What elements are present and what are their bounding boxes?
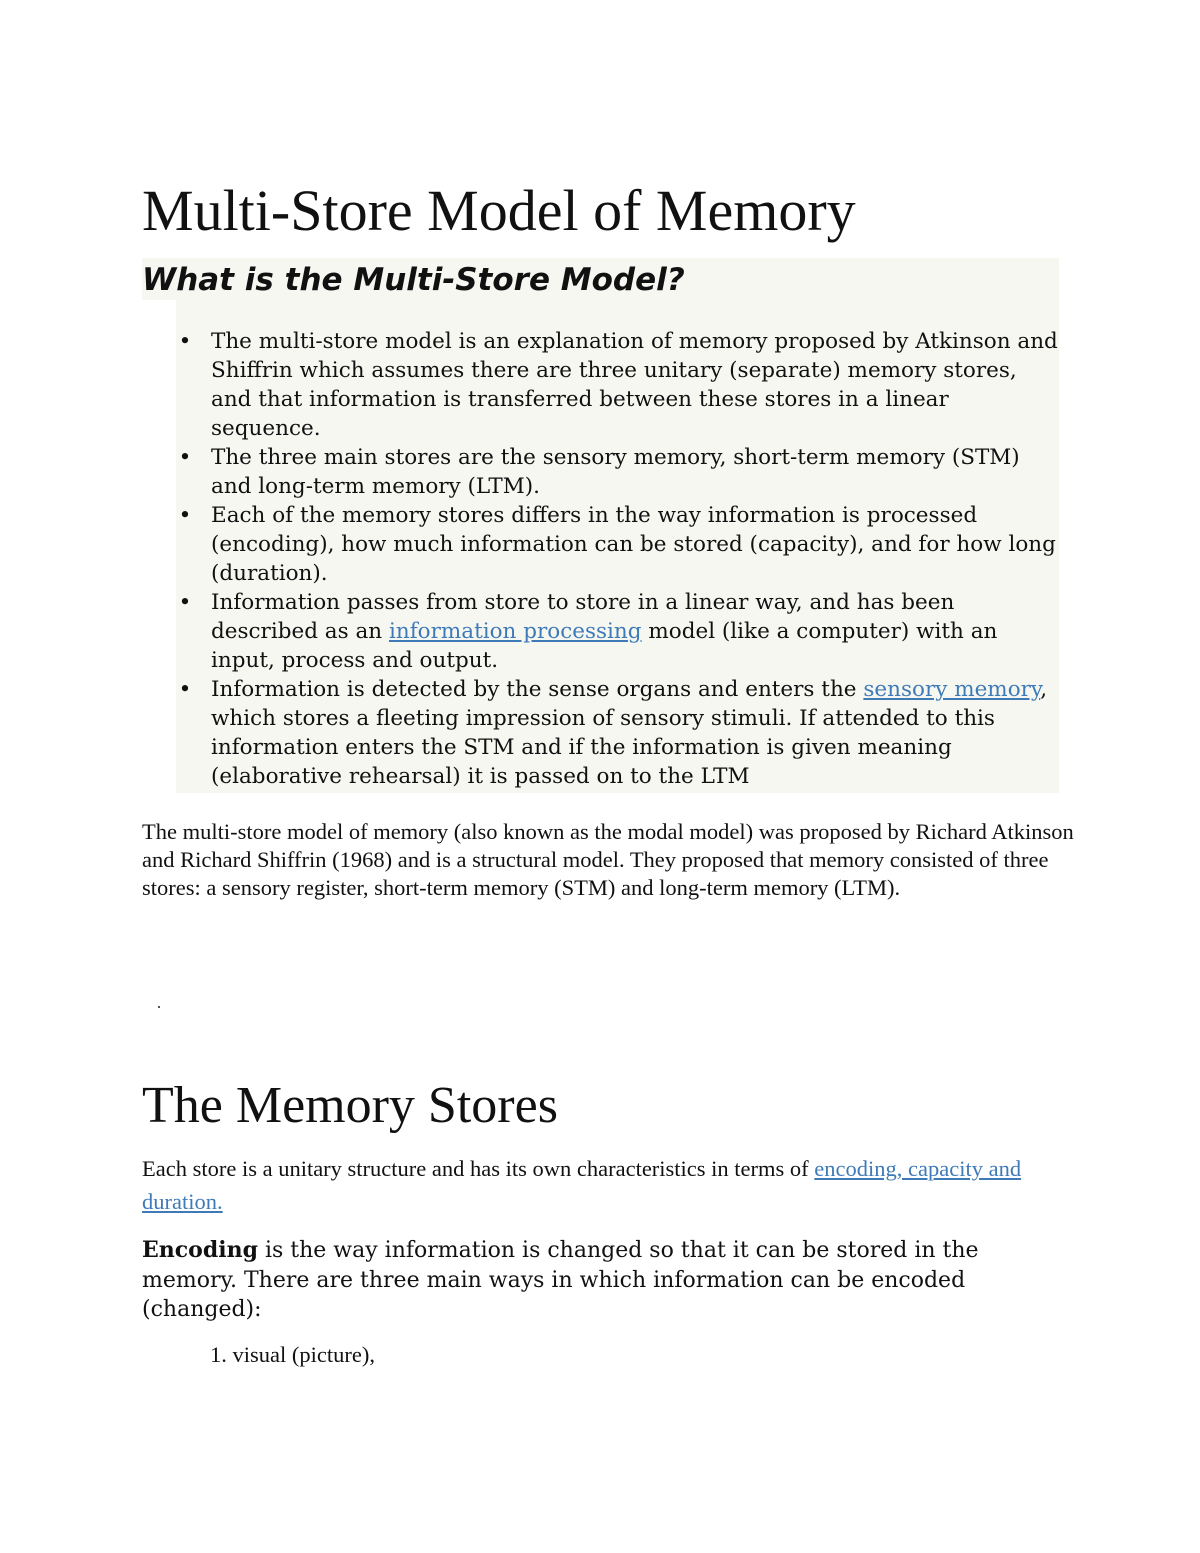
list-item — [175, 443, 1060, 501]
list-item-text: The multi-store model is an explanation of memory proposed by Atkinson and Shiffrin which assumes there are three unitary (separate) memory stores, and that information is transferred between these stores in a linear sequence. — [211, 329, 1058, 441]
stray-dot — [158, 1006, 160, 1008]
bullet-icon: • — [178, 445, 192, 470]
page-title: Multi-Store Model of Memory — [142, 178, 856, 243]
encoding-capacity-duration-link[interactable]: encoding, capacity and duration. — [142, 1156, 1022, 1214]
highlight-box-notch — [142, 300, 176, 795]
information-processing-link[interactable]: information processing — [388, 619, 642, 644]
section-heading-memory-stores: The Memory Stores — [142, 1077, 558, 1134]
list-item-text: Each of the memory stores differs in the way information is processed (encoding), how much information can be stored (capacity), and for how long (duration). — [211, 503, 1056, 586]
bullet-icon: • — [178, 503, 192, 528]
summary-bullet-list — [175, 327, 1060, 791]
list-item — [175, 501, 1060, 588]
list-item-text: model (like a computer) with an input, process and output. — [211, 619, 998, 673]
encoding-definition: is the way information is changed so that it can be stored in the memory. There are three main ways in which information can be encoded (changed): — [142, 1238, 979, 1322]
bullet-icon: • — [178, 677, 192, 702]
list-item-text: , which stores a fleeting impression of sensory stimuli. If attended to this information enters the STM and if the information is given meaning (elaborative rehearsal) it is passed on to the LTM — [211, 677, 1048, 789]
section-heading-what-is: What is the Multi-Store Model? — [142, 262, 685, 298]
list-item — [210, 1340, 375, 1370]
bullet-icon: • — [178, 590, 192, 615]
encoding-term: Encoding — [142, 1237, 258, 1263]
stores-intro-text: Each store is a unitary structure and has its own characteristics in terms of — [142, 1156, 815, 1181]
list-item — [175, 675, 1060, 791]
list-item — [175, 327, 1060, 443]
sensory-memory-link[interactable]: sensory memory — [863, 677, 1041, 702]
encoding-paragraph — [142, 1236, 1047, 1325]
stores-intro-paragraph — [142, 1152, 1077, 1218]
list-item-text: Information is detected by the sense organs and enters the — [211, 677, 864, 702]
list-item-number: 1. — [210, 1342, 227, 1367]
modal-model-paragraph: The multi-store model of memory (also known as the modal model) was proposed by Richard Atkinson and Richard Shiffrin (1968) and is a structural model. They proposed that memory consisted of three stores: a sensory register, short-term memory (STM) and long-term memory (LTM). — [142, 819, 1074, 900]
list-item-text: visual (picture), — [232, 1342, 375, 1367]
list-item — [175, 588, 1060, 675]
list-item-text: Information passes from store to store in a linear way, and has been described as an — [211, 590, 955, 644]
encoding-types-list — [210, 1340, 375, 1370]
bullet-icon: • — [178, 329, 192, 354]
list-item-text: The three main stores are the sensory memory, short-term memory (STM) and long-term memory (LTM). — [211, 445, 1020, 499]
